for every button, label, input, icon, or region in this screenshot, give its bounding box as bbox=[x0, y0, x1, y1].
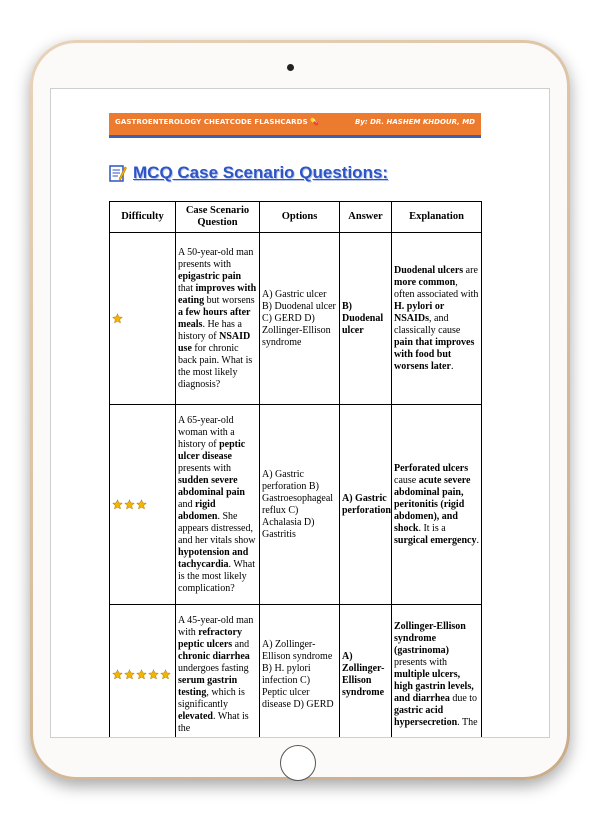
explanation-cell: Perforated ulcers cause acute severe abdominal pain, peritonitis (rigid abdomen), and shock. It is a surgical emergency. bbox=[392, 405, 482, 605]
answer-cell bbox=[340, 233, 392, 405]
star-icon bbox=[136, 669, 147, 680]
answer-cell bbox=[340, 605, 392, 739]
header-title: GASTROENTEROLOGY CHEATCODE FLASHCARDS 💊 bbox=[115, 118, 320, 126]
star-icon bbox=[124, 499, 135, 510]
difficulty-cell bbox=[110, 605, 176, 739]
explanation-cell: Duodenal ulcers are more common, often associated with H. pylori or NSAIDs, and classically cause pain that improves with food but worsens later. bbox=[392, 233, 482, 405]
header-difficulty: Difficulty bbox=[110, 202, 176, 233]
header-options: Options bbox=[260, 202, 340, 233]
table-row bbox=[110, 233, 482, 405]
difficulty-cell bbox=[110, 405, 176, 605]
case-cell: A 50-year-old man presents with epigastric pain that improves with eating but worsens a few hours after meals. He has a history of NSAID use for chronic back pain. What is the most likely diagnosis? bbox=[176, 233, 260, 405]
header-author: By: DR. HASHEM KHDOUR, MD bbox=[354, 118, 475, 126]
options-cell: A) Gastric ulcer B) Duodenal ulcer C) GERD D) Zollinger-Ellison syndrome bbox=[260, 233, 340, 405]
document-page[interactable] bbox=[50, 88, 550, 738]
star-icon bbox=[112, 313, 123, 324]
header-explanation: Explanation bbox=[392, 202, 482, 233]
case-cell: A 45-year-old man with refractory peptic ulcers and chronic diarrhea undergoes fasting serum gastrin testing, which is significantly elevated. What is the bbox=[176, 605, 260, 739]
document-header bbox=[109, 113, 481, 138]
answer-text: B) Duodenal ulcer bbox=[342, 300, 384, 336]
star-icon bbox=[136, 499, 147, 510]
pill-icon: 💊 bbox=[310, 118, 320, 126]
star-icon bbox=[124, 669, 135, 680]
answer-cell bbox=[340, 405, 392, 605]
star-icon bbox=[148, 669, 159, 680]
answer-text: A) Zollinger-Ellison syndrome bbox=[342, 650, 385, 698]
difficulty-stars bbox=[112, 313, 173, 324]
options-cell: A) Zollinger-Ellison syndrome B) H. pylori infection C) Peptic ulcer disease D) GERD bbox=[260, 605, 340, 739]
memo-icon bbox=[109, 164, 127, 182]
difficulty-stars bbox=[112, 499, 173, 510]
page-title: MCQ Case Scenario Questions: bbox=[133, 163, 389, 182]
difficulty-cell bbox=[110, 233, 176, 405]
table-row bbox=[110, 605, 482, 739]
table-row bbox=[110, 405, 482, 605]
answer-text: A) Gastric perforation bbox=[342, 492, 391, 516]
header-answer: Answer bbox=[340, 202, 392, 233]
difficulty-stars bbox=[112, 669, 173, 680]
header-case: Case Scenario Question bbox=[176, 202, 260, 233]
camera-icon bbox=[287, 64, 294, 71]
table-header-row bbox=[110, 202, 482, 233]
options-cell: A) Gastric perforation B) Gastroesophageal reflux C) Achalasia D) Gastritis bbox=[260, 405, 340, 605]
star-icon bbox=[112, 499, 123, 510]
section-title-row bbox=[109, 163, 388, 183]
star-icon bbox=[112, 669, 123, 680]
home-button[interactable] bbox=[280, 745, 316, 781]
mcq-table bbox=[109, 201, 482, 738]
star-icon bbox=[160, 669, 171, 680]
explanation-cell: Zollinger-Ellison syndrome (gastrinoma) presents with multiple ulcers, high gastrin levels, and diarrhea due to gastric acid hypersecretion. The bbox=[392, 605, 482, 739]
case-cell: A 65-year-old woman with a history of peptic ulcer disease presents with sudden severe abdominal pain and rigid abdomen. She appears distressed, and her vitals show hypotension and tachycardia. What is the most likely complication? bbox=[176, 405, 260, 605]
